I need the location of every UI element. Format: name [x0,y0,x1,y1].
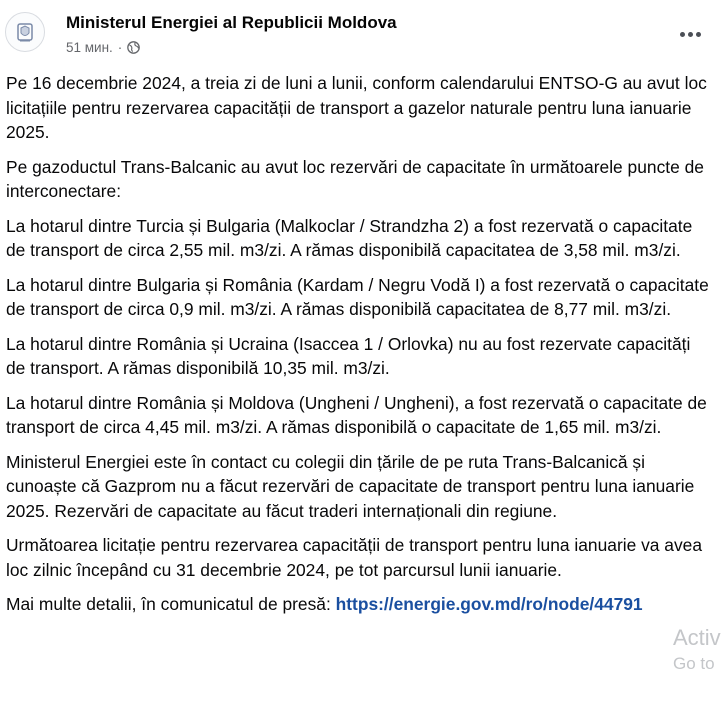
page-avatar[interactable] [5,12,45,52]
post-paragraph-last [6,592,712,617]
press-release-link[interactable]: https://energie.gov.md/ro/node/44791 [335,594,643,614]
post-paragraph: Pe 16 decembrie 2024, a treia zi de luni a lunii, conform calendarului ENTSO-G au avut loc licitațiile pentru rezervarea capacității de transport a gazelor naturale pentru luna ianuarie 2025. [6,73,707,142]
post-paragraph: La hotarul dintre Bulgaria și România (Kardam / Negru Vodă I) a fost rezervată o capacitate de transport de circa 0,9 mil. m3/zi. A rămas disponibilă capacitatea de 8,77 mil. m3/zi. [6,274,709,319]
post-paragraph: La hotarul dintre România și Ucraina (Isaccea 1 / Orlovka) nu au fost rezervate capacități de transport. A rămas disponibilă 10,35 mil. m3/zi. [6,333,691,378]
meta-separator: · [117,40,123,55]
globe-icon[interactable] [127,41,140,54]
more-options-icon[interactable] [676,22,704,46]
post-header [0,0,726,70]
post-paragraph: La hotarul dintre Turcia și Bulgaria (Malkoclar / Strandzha 2) a fost rezervată o capacitate de transport de circa 2,55 mil. m3/zi. A rămas disponibilă capacitatea de 3,58 mil. m3/zi. [6,215,693,260]
coat-of-arms-icon [12,19,38,45]
watermark-line-1: Activ [673,625,721,650]
post-paragraph: La hotarul dintre România și Moldova (Ungheni / Ungheni), a fost rezervată o capacitate de transport de circa 4,45 mil. m3/zi. A rămas disponibilă o capacitate de 1,65 mil. m3/zi. [6,392,707,437]
page-name[interactable]: Ministerul Energiei al Republicii Moldova [66,13,397,32]
post-paragraph: Ministerul Energiei este în contact cu colegii din țările de pe ruta Trans-Balcanică și cunoaște că Gazprom nu a făcut rezervări de capacitate de transport pentru luna ianuarie 2025. Rezervări de capacitate au făcut traderi internaționali din regiune. [6,451,695,521]
watermark-line-2: Go to [673,654,715,673]
post-body [6,71,712,627]
post-meta [66,40,140,55]
post-paragraph: Următoarea licitație pentru rezervarea capacității de transport pentru luna ianuarie va avea loc zilnic începând cu 31 decembrie 2024, pe tot parcursul lunii ianuarie. [6,535,703,580]
details-text: Mai multe detalii, în comunicatul de presă: [6,594,336,614]
post-time[interactable]: 51 мин. [66,40,113,55]
windows-activation-watermark [673,624,721,678]
post-paragraph: Pe gazoductul Trans-Balcanic au avut loc rezervări de capacitate în următoarele puncte de interconectare: [6,156,704,201]
